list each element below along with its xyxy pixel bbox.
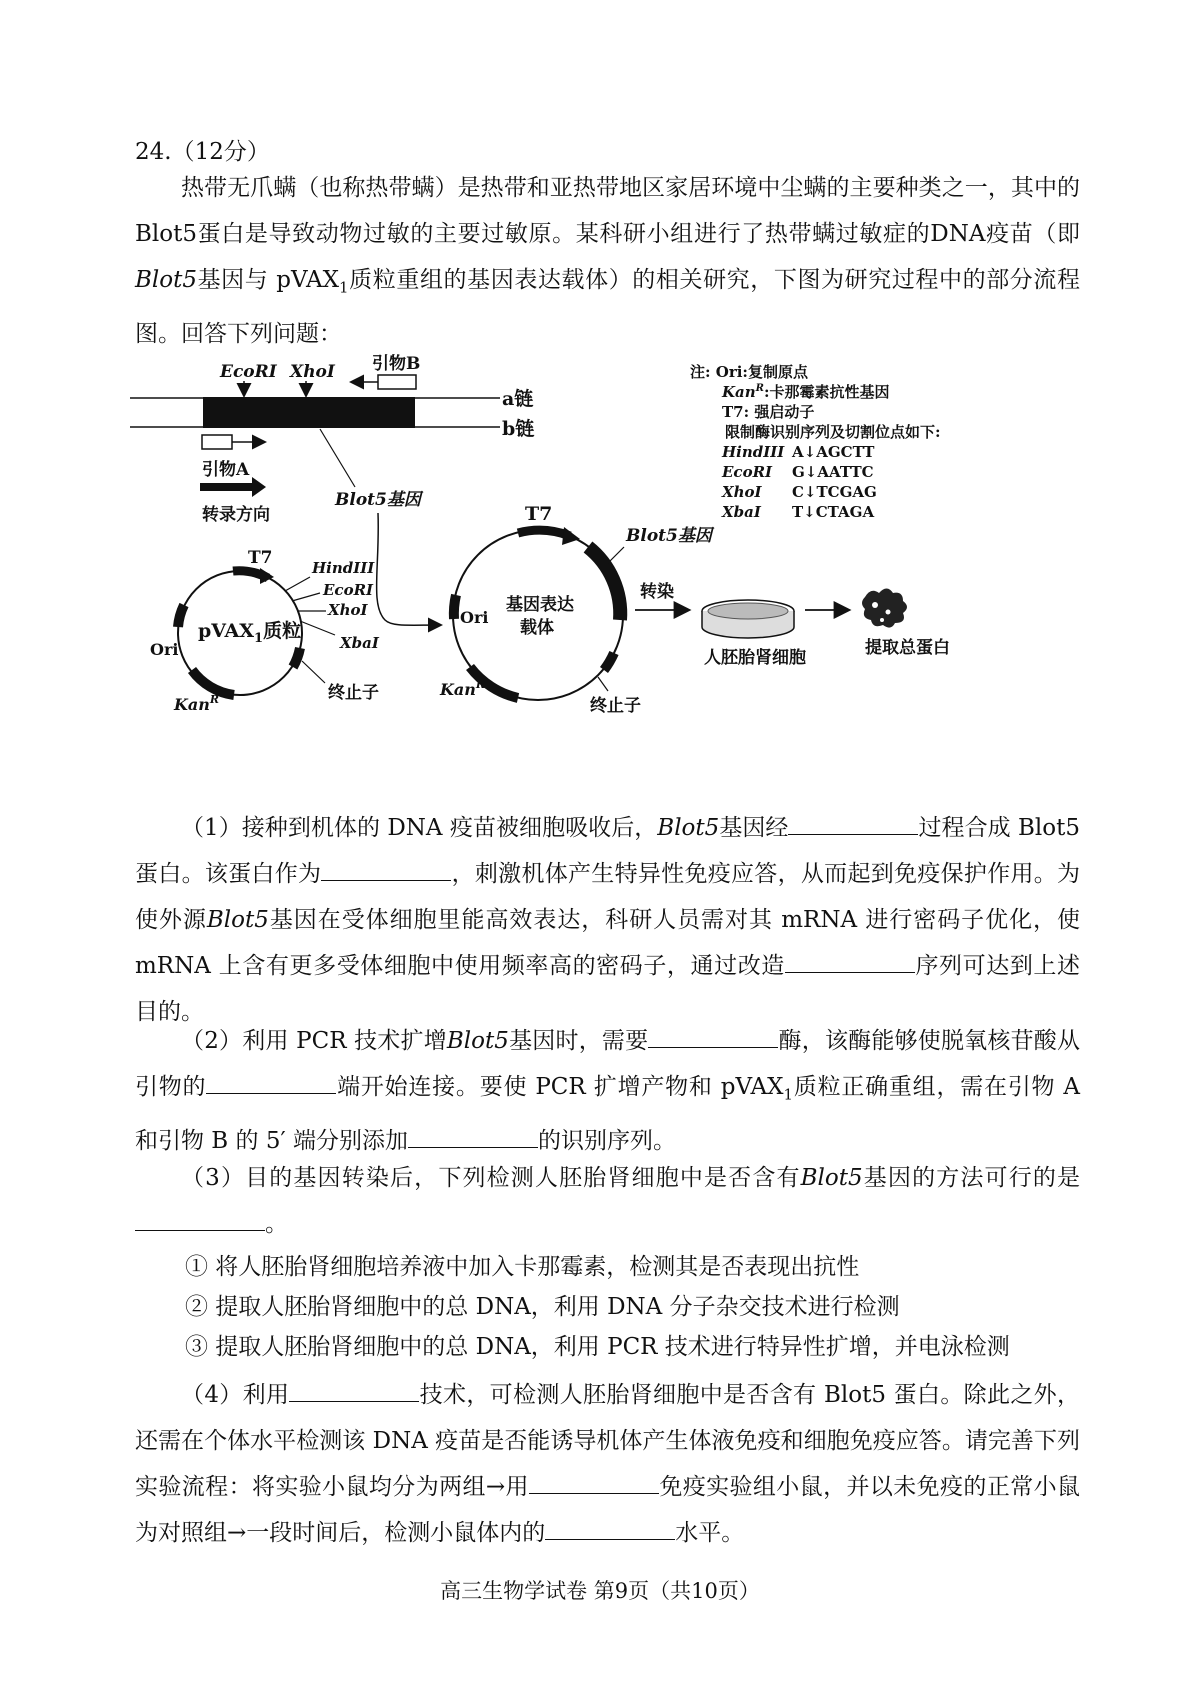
enzyme-seq-ecori: G↓AATTC (792, 463, 874, 481)
terminator-right-label: 终止子 (590, 696, 641, 716)
ori-right-block (454, 595, 456, 619)
answer-blank-4a[interactable] (289, 1379, 419, 1402)
note-enzyme: 限制酶识别序列及切割位点如下: (725, 423, 941, 441)
blot5-gene2-label: Blot5基因 (626, 526, 712, 546)
answer-blank-2b[interactable] (206, 1071, 336, 1094)
note-kan: Kan$^R$:卡那霉素抗性基因 (722, 383, 890, 401)
b-chain-label: b链 (502, 418, 535, 440)
kanr-right-label: Kan$^R$ (440, 678, 486, 699)
t7-left-label: T7 (248, 548, 273, 568)
primer-a-label: 引物A (202, 460, 250, 480)
blot5-insert-block (588, 547, 620, 620)
ecori-label: EcoRI (220, 362, 277, 382)
transfect-label: 转染 (640, 582, 674, 602)
transcription-arrow (200, 477, 266, 497)
answer-blank-1a[interactable] (788, 812, 918, 835)
page-footer: 高三生物学试卷 第9页（共10页） (440, 1579, 760, 1603)
option-1: ① 将人胚胎肾细胞培养液中加入卡那霉素，检测其是否表现出抗性 (185, 1254, 860, 1280)
question-3: （3）目的基因转染后，下列检测人胚胎肾细胞中是否含有Blot5基因的方法可行的是。 (135, 1155, 1080, 1247)
primer-b-box (378, 375, 416, 389)
enzyme-name-ecori: EcoRI (722, 463, 773, 481)
blot5-gene-label: Blot5基因 (335, 490, 421, 510)
terminator-left-label: 终止子 (328, 683, 379, 703)
a-chain-label: a链 (502, 388, 534, 410)
vector-label-2: 载体 (520, 618, 554, 638)
protein-icon (862, 589, 907, 628)
answer-blank-2a[interactable] (648, 1025, 778, 1048)
pvax1-label: pVAX$_1$质粒 (198, 620, 302, 646)
answer-blank-3[interactable] (135, 1208, 265, 1231)
enzyme-seq-xhoi: C↓TCGAG (792, 483, 877, 501)
kanr-left-label: Kan$^R$ (174, 693, 220, 714)
t7-right-label: T7 (525, 503, 553, 525)
terminator-right-block (604, 653, 614, 670)
protein-label: 提取总蛋白 (865, 638, 950, 658)
enzyme-name-xbai: XbaI (722, 503, 761, 521)
kanr-left-block (192, 670, 234, 695)
t7-promoter-right (518, 530, 570, 536)
enzyme-seq-xbai: T↓CTAGA (792, 503, 875, 521)
blot5-gene-block (203, 397, 415, 428)
answer-blank-1c[interactable] (785, 950, 915, 973)
note-t7: T7: 强启动子 (722, 403, 815, 421)
question-1: （1）接种到机体的 DNA 疫苗被细胞吸收后，Blot5基因经 过程合成 Blot5蛋白。该蛋白作为 ，刺激机体产生特异性免疫应答，从而起到免疫保护作用。为使外源Blot5基因在受体细胞里能高效表达，科研人员需对其 mRNA 进行密码子优化，使 mRNA 上含有更多受体细胞中使用频率高的密码子，通过改造 序列可达到上述目的。 (135, 805, 1080, 1035)
transcription-label: 转录方向 (202, 505, 270, 525)
option-2: ② 提取人胚胎肾细胞中的总 DNA，利用 DNA 分子杂交技术进行检测 (185, 1294, 900, 1320)
research-flow-diagram (130, 354, 1090, 795)
question-2: （2）利用 PCR 技术扩增Blot5基因时，需要 酶，该酶能够使脱氧核苷酸从引物的 端开始连接。要使 PCR 扩增产物和 pVAX$_1$质粒正确重组，需在引物 A 和引物 B 的 5′ 端分别添加 的识别序列。 (135, 1018, 1080, 1164)
note-ori: 注: Ori:复制原点 (690, 363, 808, 381)
petri-dish-icon (702, 600, 794, 638)
primer-b-label: 引物B (372, 354, 421, 374)
xhoi-label: XhoI (290, 362, 335, 382)
answer-blank-1b[interactable] (321, 858, 451, 881)
enzyme-seq-hindiii: A↓AGCTT (792, 443, 875, 461)
answer-blank-2c[interactable] (408, 1125, 538, 1148)
hindiii-label: HindIII (312, 559, 375, 577)
xhoi2-label: XhoI (328, 601, 368, 619)
cell-label: 人胚胎肾细胞 (704, 648, 806, 668)
ori-left-block (178, 605, 184, 627)
terminator-left-block (293, 648, 300, 667)
enzyme-name-xhoi: XhoI (722, 483, 762, 501)
primer-a-box (202, 435, 232, 449)
option-3: ③ 提取人胚胎肾细胞中的总 DNA，利用 PCR 技术进行特异性扩增，并电泳检测 (185, 1334, 1010, 1360)
ori-right-label: Ori (460, 608, 489, 627)
question-number: 24.（12分） (135, 139, 270, 165)
question-intro: 热带无爪螨（也称热带螨）是热带和亚热带地区家居环境中尘螨的主要种类之一，其中的Blot5蛋白是导致动物过敏的主要过敏原。某科研小组进行了热带螨过敏症的DNA疫苗（即Blot5基因与 pVAX$_1$质粒重组的基因表达载体）的相关研究，下图为研究过程中的部分流程图。回答下列问题： (135, 175, 1080, 347)
ori-left-label: Ori (150, 640, 179, 659)
question-4: （4）利用 技术，可检测人胚胎肾细胞中是否含有 Blot5 蛋白。除此之外，还需在个体水平检测该 DNA 疫苗是否能诱导机体产生体液免疫和细胞免疫应答。请完善下列实验流程：将实验小鼠均分为两组→用 免疫实验组小鼠，并以未免疫的正常小鼠为对照组→一段时间后，检测小鼠体内的 水平。 (135, 1372, 1080, 1556)
vector-label-1: 基因表达 (506, 595, 574, 615)
legend-notes (690, 363, 941, 521)
xbai-label: XbaI (340, 634, 379, 652)
answer-blank-4b[interactable] (529, 1471, 659, 1494)
answer-blank-4c[interactable] (545, 1517, 675, 1540)
ecori2-label: EcoRI (323, 581, 374, 599)
enzyme-name-hindiii: HindIII (722, 443, 785, 461)
